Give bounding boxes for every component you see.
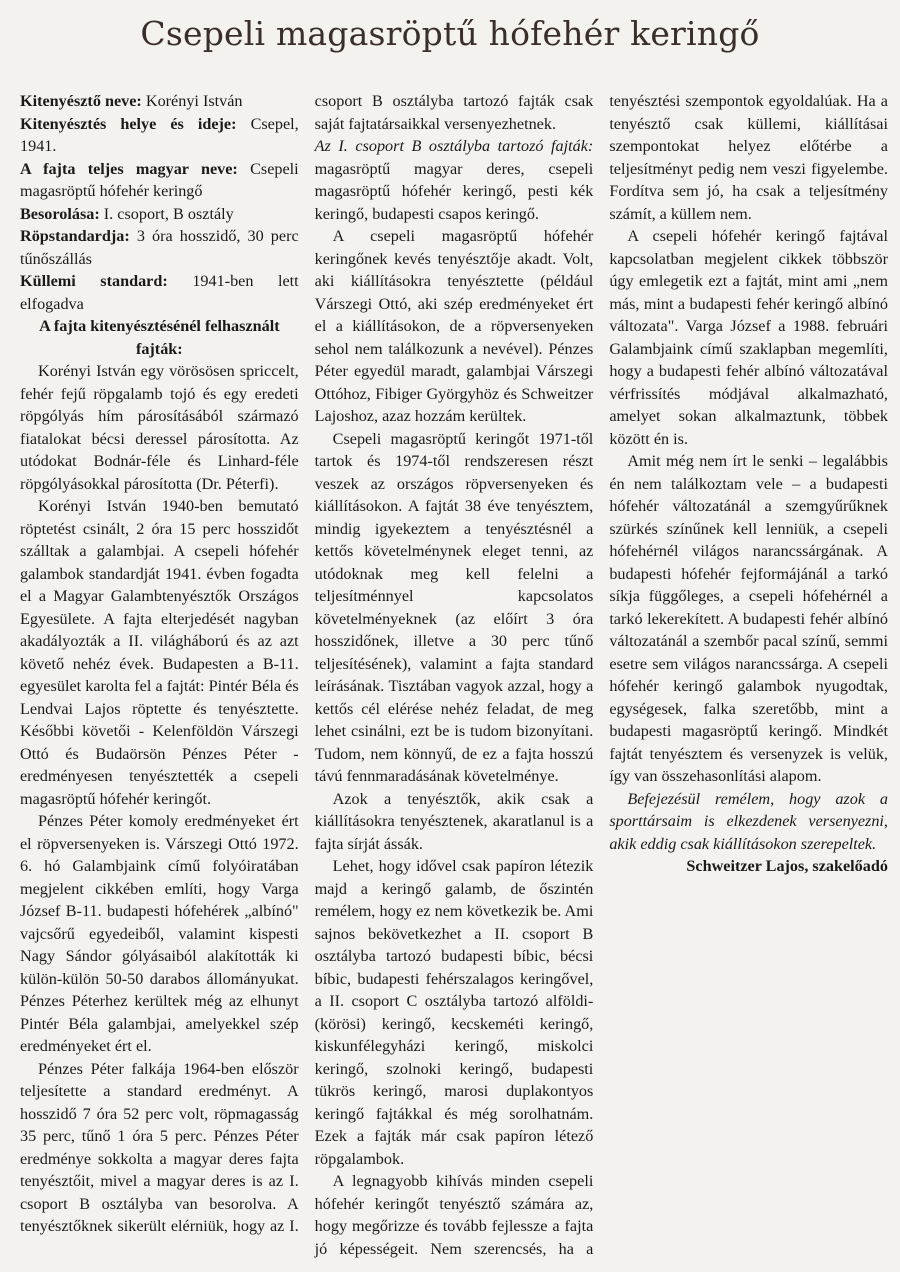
- body-paragraph: A csepeli magasröptű hófehér keringőnek kevés tenyésztője akadt. Volt, aki kiállításokra tenyésztette (például Várszegi Ottó, aki szép eredményeket ért el a kiállításokon, de a röpversenyeken sehol nem találkozunk a nevével). Pénzes Péter egyedül maradt, galambjai Várszegi Ottóhoz, Fibiger Györgyhöz és Schweitzer Lajoshoz, azaz hozzám kerültek.: [314, 227, 594, 425]
- fact-flight-standard: Röpstandardja: 3 óra hosszidő, 30 perc tűnőszállás: [20, 227, 299, 268]
- body-paragraph: Korényi István 1940-ben bemutató röptetést csinált, 2 óra 15 perc hosszidőt szálltak a galambjai. A csepeli hófehér galambok standardját 1941. évben fogadta el a Magyar Galambtenyésztők Országos Egyesülete. A fajta elterjedését nagyban akadályozták a II. világháború és az azt követő nehéz évek. Budapesten a B-11. egyesület karolta fel a fajtát: Pintér Béla és Lendvai Lajos röptette és tenyésztette. Későbbi követői - Kelenföldön Várszegi Ottó és Budaörsön Pénzes Péter - eredményesen tenyésztették a csepeli magasröptű hófehér keringőt.: [20, 497, 299, 808]
- fact-full-name: A fajta teljes magyar neve: Csepeli magasröptű hófehér keringő: [20, 159, 299, 200]
- breed-list-paragraph: Az I. csoport B osztályba tartozó fajták: magasröptű magyar deres, csepeli magasröptű hófehér keringő, pesti kék keringő, budapesti csapos keringő.: [314, 137, 594, 223]
- body-paragraph: Pénzes Péter komoly eredményeket ért el röpversenyeken is. Várszegi Ottó 1972. 6. hó Galambjaink című folyóiratában megjelent cikkében említi, hogy Varga József B-11. budapesti hófehérek „albínó" vajcsőrű egyedeiből, valamint kispesti Nagy Sándor gólyásaiból alakították ki külön-külön 50-50 darabos állományukat. Pénzes Péterhez kerültek még az elhunyt Pintér Béla galambjai, amelyekkel szép eredményeket ért el.: [20, 812, 299, 1055]
- fact-author: Kitenyésztő neve: Korényi István: [20, 92, 243, 110]
- section-heading: A fajta kitenyésztésénél felhasznált fajták:: [39, 317, 280, 358]
- article-title: Csepeli magasröptű hófehér keringő: [140, 14, 760, 53]
- fact-classification: Besorolása: I. csoport, B osztály: [20, 204, 234, 223]
- body-paragraph: Amit még nem írt le senki – legalábbis én nem találkoztam vele – a budapesti hófehér változatánál a szemgyűrűknek szürkés színűnek kell lenniük, a csepeli hófehérnél világos narancssárgának. A budapesti hófehér fejformájánál a tarkó síkja függőleges, a csepeli hófehérnél a tarkó lekerekített. A budapesti fehér albínó változatánál a szembőr pacal színű, semmi esetre sem világos narancssárga. A csepeli hófehér keringő galambok nyugodtak, egységesek, falka szeretőbb, mint a budapesti magasröptű keringő. Mindkét fajtát tenyésztem és versenyzek is velük, így van összehasonlítási alapom.: [609, 452, 888, 785]
- body-paragraph: A csepeli hófehér keringő fajtával kapcsolatban megjelent cikkek többször úgy emlegetik ezt a fajtát, mint ami „nem más, mint a budapesti fehér keringő albínó változata". Varga József a 1988. februári Galambjaink című szaklapban megemlíti, hogy a budapesti fehér albínó változatával vérfrissítés módjával alkalmazható, amelyet sokan alkalmaztunk, többek között én is.: [609, 227, 888, 448]
- closing-paragraph: Befejezésül remélem, hogy azok a sporttársaim is elkezdenek versenyezni, akik eddig csak kiállításokon szerepeltek.: [609, 789, 888, 853]
- author-signature: Schweitzer Lajos, szakelőadó: [686, 857, 888, 875]
- body-paragraph: A legnagyobb kihívás minden csepeli hófehér keringőt tenyésztő számára az, hogy megőrizze és tovább fejlessze a fajta jó képességeit. Nem szerencsés, ha a tenyésztési szempontok egyoldalúak. Ha a tenyésztő csak küllemi, kiállításai szempontokat helyez előtérbe a teljesítményt pedig nem veszi figyelembe. Fordítva sem jó, ha csak a teljesítmény számít, a küllem nem.: [314, 92, 888, 1258]
- article-body: [20, 90, 888, 1265]
- fact-place-date: Kitenyésztés helye és ideje: Csepel, 1941.: [20, 114, 299, 155]
- fact-show-standard: Küllemi standard: 1941-ben lett elfogadva: [20, 272, 299, 313]
- body-paragraph: Lehet, hogy idővel csak papíron létezik majd a keringő galamb, de őszintén remélem, hogy ez nem következik be. Ami sajnos bekövetkezhet a II. csoport B osztályba tartozó budapesti bíbic, bécsi bíbic, budapesti fehérszalagos keringővel, a II. csoport C osztályba tartozó alföldi-(körösi) keringő, kecskeméti keringő, kiskunfélegyházi keringő, miskolci keringő, szolnoki keringő, budapesti tükrös keringő, marosi duplakontyos keringő fajtákkal és még sorolhatnám. Ezek a fajták már csak papíron létező röpgalambok.: [314, 857, 594, 1168]
- body-paragraph: Pénzes Péter falkája 1964-ben először teljesítette a standard eredményt. A hosszidő 7 óra 52 perc volt, röpmagasság 35 perc, tűnő 1 óra 5 perc. Pénzes Péter eredménye sokkolta a magyar deres fajta tenyésztőit, mivel a magyar deres is az I. csoport B osztályba van besorolva. A tenyésztőknek sikerült elérniük, hogy az I. csoport B osztályba tartozó fajták csak saját fajtatársaikkal versenyezhetnek.: [20, 92, 594, 1235]
- body-paragraph: Korényi István egy vörösösen spriccelt, fehér fejű röpgalamb tojó és egy eredeti röpgólyás hím párosításából származó fiatalokat bécsi deressel párosította. Az utódokat Bodnár-féle és Linhard-féle röpgólyásokkal párosította (Dr. Péterfi).: [20, 362, 299, 493]
- body-paragraph: Azok a tenyésztők, akik csak a kiállításokra tenyésztenek, akaratlanul is a fajta sírját ássák.: [314, 789, 594, 853]
- body-paragraph: Csepeli magasröptű keringőt 1971-től tartok és 1974-től rendszeresen részt veszek az országos röpversenyeken és kiállításokon. A fajtát 38 éve tenyésztem, mindig igyekeztem a tenyésztésnél a kettős követelménynek eleget tenni, az utódoknak meg kell felelni a teljesítménnyel kapcsolatos követelményeknek (az előírt 3 óra hosszidőnek, illetve a 30 perc tűnő teljesítésének), valamint a fajta standard leírásának. Tisztában vagyok azzal, hogy a kettős cél elérése nehéz feladat, de meg lehet csinálni, ezt be is tudom bizonyítani. Tudom, nem könnyű, de ez a fajta hosszú távú fennmaradásának követelménye.: [314, 429, 594, 785]
